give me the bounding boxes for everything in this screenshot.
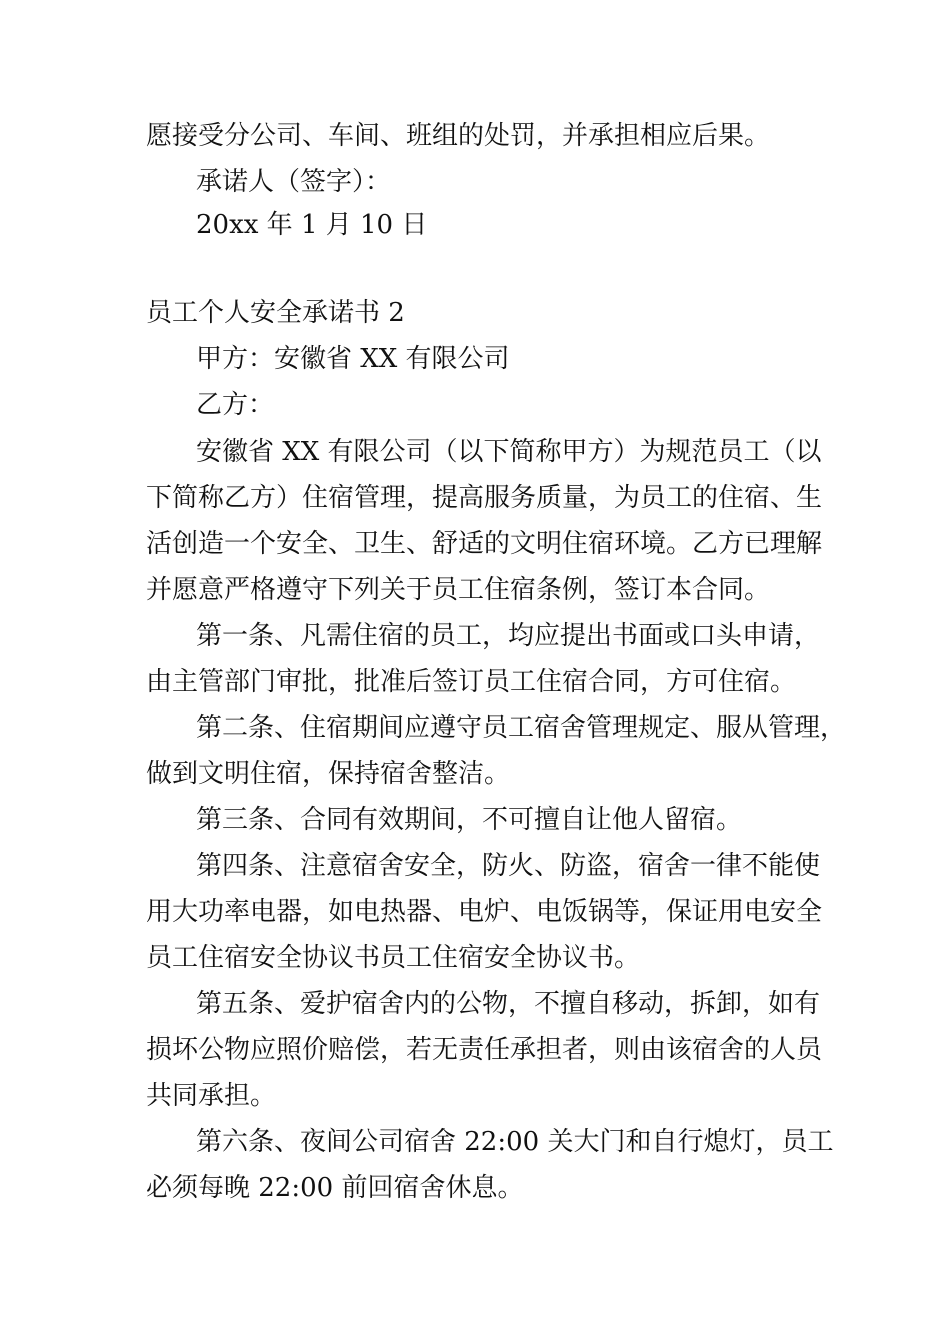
article-2-line: 第二条、住宿期间应遵守员工宿舍管理规定、服从管理，: [196, 713, 847, 743]
party-b: 乙方：: [196, 390, 275, 420]
article-5-line: 损坏公物应照价赔偿，若无责任承担者，则由该宿舍的人员: [146, 1035, 823, 1065]
article-3-line: 第三条、合同有效期间，不可擅自让他人留宿。: [196, 805, 743, 835]
text-line-previous-clause-end: 愿接受分公司、车间、班组的处罚，并承担相应后果。: [146, 121, 771, 151]
intro-paragraph-line: 下简称乙方）住宿管理，提高服务质量，为员工的住宿、生: [146, 483, 823, 513]
article-4-line: 第四条、注意宿舍安全，防火、防盗，宿舍一律不能使: [196, 851, 821, 881]
intro-paragraph-line: 并愿意严格遵守下列关于员工住宿条例，签订本合同。: [146, 575, 771, 605]
document-title: 员工个人安全承诺书 2: [146, 298, 405, 328]
article-2-line: 做到文明住宿，保持宿舍整洁。: [146, 759, 511, 789]
article-6-line: 第六条、夜间公司宿舍 22:00 关大门和自行熄灯，员工: [196, 1127, 834, 1157]
signature-label: 承诺人（签字）：: [196, 167, 392, 197]
article-6-line: 必须每晚 22:00 前回宿舍休息。: [146, 1173, 524, 1203]
intro-paragraph-line: 安徽省 XX 有限公司（以下简称甲方）为规范员工（以: [196, 437, 822, 467]
article-1-line: 第一条、凡需住宿的员工，均应提出书面或口头申请，: [196, 621, 821, 651]
intro-paragraph-line: 活创造一个安全、卫生、舒适的文明住宿环境。乙方已理解: [146, 529, 823, 559]
signature-date: 20xx 年 1 月 10 日: [196, 210, 428, 240]
party-a: 甲方：安徽省 XX 有限公司: [196, 344, 510, 374]
article-1-line: 由主管部门审批，批准后签订员工住宿合同，方可住宿。: [146, 667, 797, 697]
article-5-line: 共同承担。: [146, 1081, 277, 1111]
article-5-line: 第五条、爱护宿舍内的公物，不擅自移动，拆卸，如有: [196, 989, 821, 1019]
article-4-line: 用大功率电器，如电热器、电炉、电饭锅等，保证用电安全: [146, 897, 823, 927]
article-4-line: 员工住宿安全协议书员工住宿安全协议书。: [146, 943, 641, 973]
